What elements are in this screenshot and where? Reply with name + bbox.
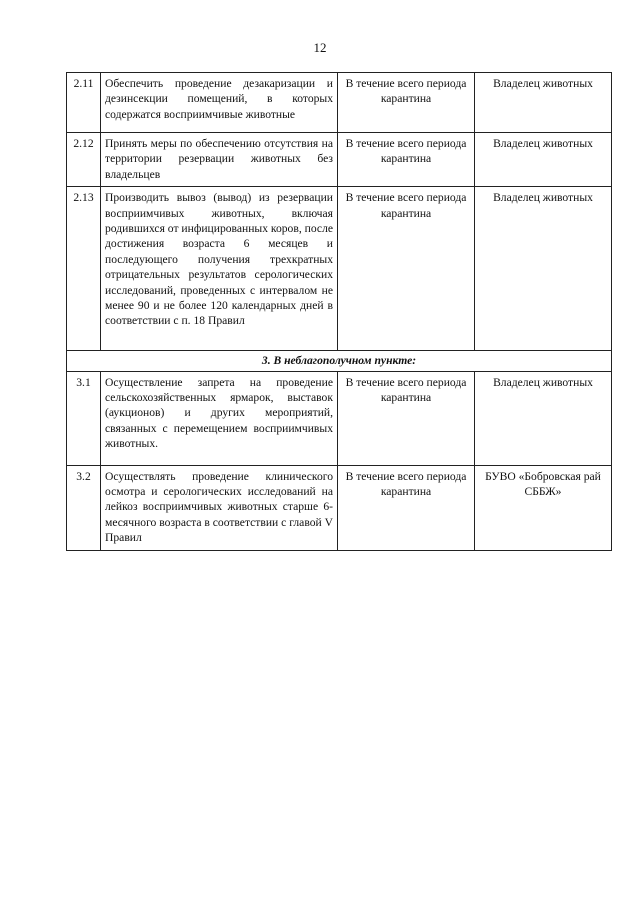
row-number: 2.13 bbox=[67, 187, 101, 351]
table-row bbox=[67, 371, 612, 465]
row-responsible: Владелец животных bbox=[475, 133, 612, 187]
table-row bbox=[67, 465, 612, 550]
row-action: Принять меры по обеспечению отсутствия на территории резервации животных без владельцев bbox=[101, 133, 338, 187]
table-row bbox=[67, 133, 612, 187]
row-responsible: БУВО «Бобровская рай СББЖ» bbox=[475, 465, 612, 550]
section-heading: 3. В неблагополучном пункте: bbox=[67, 351, 612, 371]
page-number: 12 bbox=[313, 40, 327, 55]
row-responsible: Владелец животных bbox=[475, 187, 612, 351]
row-number: 3.1 bbox=[67, 371, 101, 465]
row-action: Производить вывоз (вывод) из резервации восприимчивых животных, включая родившихся от инфицированных коров, после достижения возраста 6 месяцев и последующего получения трехкратных отрицательных результатов серологических исследований, проведенных с интервалом не менее 90 и не более 120 календарных дней в соответствии с п. 18 Правил bbox=[101, 187, 338, 351]
table-row bbox=[67, 73, 612, 133]
row-term: В течение всего периода карантина bbox=[338, 187, 475, 351]
row-number: 3.2 bbox=[67, 465, 101, 550]
row-action: Осуществлять проведение клинического осмотра и серологических исследований на лейкоз восприимчивых животных старше 6-месячного возраста в соответствии с главой V Правил bbox=[101, 465, 338, 550]
row-action: Осуществление запрета на проведение сельскохозяйственных ярмарок, выставок (аукционов) и других мероприятий, связанных с перемещением восприимчивых животных. bbox=[101, 371, 338, 465]
row-term: В течение всего периода карантина bbox=[338, 371, 475, 465]
row-action: Обеспечить проведение дезакаризации и дезинсекции помещений, в которых содержатся восприимчивые животные bbox=[101, 73, 338, 133]
table-row bbox=[67, 187, 612, 351]
row-term: В течение всего периода карантина bbox=[338, 465, 475, 550]
row-responsible: Владелец животных bbox=[475, 73, 612, 133]
row-number: 2.12 bbox=[67, 133, 101, 187]
row-number: 2.11 bbox=[67, 73, 101, 133]
row-responsible: Владелец животных bbox=[475, 371, 612, 465]
row-term: В течение всего периода карантина bbox=[338, 133, 475, 187]
measures-table bbox=[66, 72, 612, 551]
section-row bbox=[67, 351, 612, 371]
row-term: В течение всего периода карантина bbox=[338, 73, 475, 133]
